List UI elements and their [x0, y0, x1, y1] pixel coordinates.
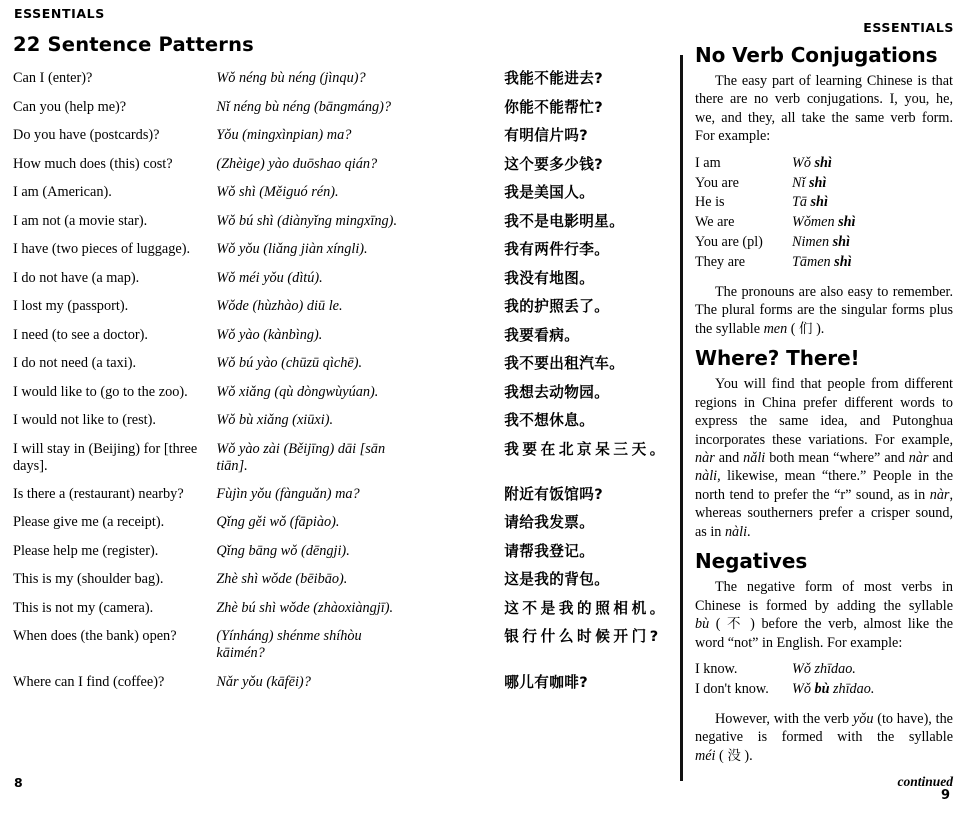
- negatives-text-a: The negative form of most verbs in Chinese is formed by adding the syllable: [695, 579, 953, 614]
- pronoun-row: [695, 214, 953, 234]
- example-english: You are: [695, 174, 739, 191]
- negative-example-row: [695, 661, 953, 681]
- example-english: You are (pl): [695, 234, 763, 251]
- men-han-character: 们: [799, 320, 813, 337]
- phrase-pinyin: Wǒ shì (Měiguó rén).: [216, 184, 339, 200]
- table-row: [13, 674, 668, 703]
- phrase-chinese: 这不是我的照相机。: [504, 599, 668, 617]
- pronoun-row: [695, 175, 953, 195]
- negatives2-text-a: However, with the verb: [715, 710, 853, 727]
- pronoun-row: [695, 155, 953, 175]
- phrase-chinese: 附近有饭馆吗?: [504, 485, 604, 503]
- pronouns-text-b: ).: [816, 320, 825, 337]
- negatives2-text-c: ).: [744, 747, 753, 764]
- section-heading-no-verb-conjugations: No Verb Conjugations: [695, 43, 938, 67]
- table-row: [13, 270, 668, 299]
- phrase-english: Please help me (register).: [13, 542, 159, 559]
- where-mid-4: , likewise, mean “there.” People in the north tend to prefer the “r” sound, as in: [695, 468, 953, 503]
- phrase-pinyin: Wǒ méi yǒu (dìtú).: [216, 269, 323, 286]
- phrase-chinese: 我不想休息。: [504, 412, 595, 429]
- right-page-body: [695, 45, 953, 790]
- example-english: We are: [695, 214, 735, 231]
- example-english: I don't know.: [695, 680, 769, 697]
- phrase-chinese: 我要在北京呆三天。: [504, 440, 668, 458]
- phrase-english: Do you have (postcards)?: [13, 127, 160, 143]
- phrase-chinese: 我想去动物园。: [504, 383, 610, 401]
- example-english: I know.: [695, 661, 738, 678]
- phrase-pinyin: (Yínháng) shénme shíhòu kāimén?: [216, 628, 362, 662]
- where-term-1: nàr: [695, 449, 715, 466]
- phrase-chinese: 我有两件行李。: [504, 241, 610, 258]
- phrase-english: I would not like to (rest).: [13, 412, 156, 428]
- negatives-bu-italic: bù: [695, 616, 710, 633]
- phrase-english: I am not (a movie star).: [13, 212, 148, 229]
- page-title: 22 Sentence Patterns: [13, 33, 254, 56]
- phrase-chinese: 我要看病。: [504, 326, 580, 344]
- where-term-6: nàli: [724, 523, 748, 540]
- negative-example-row: [695, 681, 953, 701]
- section-heading-negatives: Negatives: [695, 549, 808, 574]
- phrase-pinyin: Wǒ néng bù néng (jìnqu)?: [216, 70, 366, 86]
- where-mid-5: , whereas southerners prefer a crisper sound, as in: [695, 486, 953, 540]
- pronouns-men-italic: men: [763, 320, 788, 337]
- where-text-a: You will find that people from different regions in China prefer different words to express the same idea, and Putonghua incorporates these variations. For example,: [695, 376, 953, 448]
- table-row: [13, 99, 668, 128]
- example-pinyin: Tā shì: [792, 194, 828, 211]
- where-there-paragraph: [695, 375, 953, 541]
- phrase-pinyin: Zhè bú shì wǒde (zhàoxiàngjī).: [216, 599, 394, 616]
- phrase-pinyin: Qǐng gěi wǒ (fāpiào).: [216, 514, 340, 531]
- phrase-pinyin: Yǒu (mingxìnpian) ma?: [216, 127, 352, 143]
- bu-han-character: 不: [727, 616, 744, 633]
- folio-left: 8: [14, 775, 23, 790]
- where-mid-3: and: [928, 449, 953, 466]
- phrase-pinyin: Zhè shì wǒde (bēibāo).: [216, 571, 348, 588]
- section-heading-where-there: Where? There!: [695, 346, 860, 371]
- table-row: [13, 384, 668, 413]
- example-pinyin: Wǒ shì: [792, 154, 832, 171]
- pronoun-row: [695, 234, 953, 254]
- phrase-english: I have (two pieces of luggage).: [13, 241, 191, 257]
- where-term-5: nàr: [929, 486, 950, 503]
- phrase-english: I do not need (a taxi).: [13, 355, 137, 371]
- table-row: [13, 441, 668, 486]
- phrase-english: I need (to see a doctor).: [13, 326, 148, 343]
- phrase-english: Is there a (restaurant) nearby?: [13, 485, 184, 502]
- table-row: [13, 241, 668, 270]
- where-mid-2: both mean “where” and: [765, 449, 909, 466]
- phrase-pinyin: Wǒ yào (kànbìng).: [216, 326, 323, 343]
- table-row: [13, 486, 668, 515]
- phrase-pinyin: Nǐ néng bù néng (bāngmáng)?: [216, 98, 392, 115]
- negatives-paragraph-1: The negative form of most verbs in Chinese is formed by adding the syllable bù ( 不 ) before the verb, almost like the word “not” in English. For example:: [695, 579, 954, 651]
- phrase-pinyin: Wǒ bú yào (chūzū qìchē).: [216, 355, 363, 371]
- pronoun-row: [695, 194, 953, 214]
- negatives-paragraph-2: However, with the verb yǒu (to have), the negative is formed with the syllable méi ( 没 ).: [695, 710, 953, 764]
- phrase-chinese: 你能不能帮忙?: [504, 98, 604, 116]
- no-verb-conjugations-paragraph-2: The pronouns are also easy to remember. The plural forms are the singular forms plus the syllable men ( 们 ).: [695, 283, 953, 337]
- phrase-chinese: 请给我发票。: [504, 514, 595, 532]
- negatives-text-b: ) before the verb, almost like the word “not” in English. For example:: [695, 616, 954, 651]
- phrase-english: When does (the bank) open?: [13, 628, 177, 645]
- phrase-english: This is my (shoulder bag).: [13, 571, 164, 588]
- phrase-chinese: 我的护照丢了。: [504, 298, 610, 315]
- phrase-chinese: 我不是电影明星。: [504, 212, 625, 230]
- table-row: [13, 156, 668, 185]
- phrase-pinyin: Wǒ xiǎng (qù dòngwùyúan).: [216, 383, 379, 400]
- phrase-chinese: 我是美国人。: [504, 184, 595, 201]
- running-head-left: ESSENTIALS: [14, 6, 105, 21]
- pronouns-text-a: The pronouns are also easy to remember. The plural forms are the singular forms plus the syllable: [695, 283, 953, 337]
- continued-label: continued: [897, 774, 953, 790]
- negatives-example-table: [695, 661, 953, 701]
- table-row: [13, 184, 668, 213]
- example-pinyin: Wǒ bù zhīdao.: [792, 680, 875, 697]
- phrase-english: Please give me (a receipt).: [13, 514, 165, 531]
- table-row: [13, 514, 668, 543]
- where-mid-1: and: [714, 449, 744, 466]
- phrase-english: I am (American).: [13, 184, 112, 200]
- table-row: [13, 355, 668, 384]
- phrase-chinese: 我没有地图。: [504, 269, 595, 287]
- mei-han-character: 没: [727, 747, 741, 764]
- phrase-chinese: 哪儿有咖啡?: [504, 673, 589, 691]
- table-row: [13, 600, 668, 629]
- phrase-english: Can I (enter)?: [13, 70, 93, 86]
- phrase-english: I lost my (passport).: [13, 298, 129, 314]
- table-row: [13, 412, 668, 441]
- table-row: [13, 628, 668, 673]
- negatives2-text-b: (to have), the negative is formed with the syllable: [695, 710, 953, 746]
- where-term-2: nǎli: [743, 449, 766, 466]
- phrase-pinyin: Qǐng bāng wǒ (dēngji).: [216, 542, 350, 559]
- phrase-pinyin: Nǎr yǒu (kāfēi)?: [216, 673, 311, 690]
- phrase-english: This is not my (camera).: [13, 599, 154, 616]
- phrase-english: I do not have (a map).: [13, 269, 140, 286]
- table-row: [13, 127, 668, 156]
- pronoun-row: [695, 254, 953, 274]
- phrase-chinese: 请帮我登记。: [504, 542, 595, 560]
- phrase-chinese: 这是我的背包。: [504, 571, 610, 589]
- example-pinyin: Tāmen shì: [792, 253, 852, 270]
- pronoun-example-table: [695, 155, 953, 274]
- phrase-pinyin: Fùjìn yǒu (fànguǎn) ma?: [216, 485, 360, 502]
- phrase-chinese: 有明信片吗?: [504, 127, 589, 144]
- example-pinyin: Wǒ zhīdao.: [792, 661, 856, 678]
- negatives-you-italic: yǒu: [852, 710, 874, 727]
- phrase-english: Can you (help me)?: [13, 98, 127, 115]
- phrase-chinese: 银行什么时候开门?: [504, 628, 662, 646]
- table-row: [13, 571, 668, 600]
- phrase-chinese: 这个要多少钱?: [504, 155, 604, 173]
- phrase-chinese: 我不要出租汽车。: [504, 355, 625, 372]
- phrase-pinyin: Wǒ yǒu (liǎng jiàn xíngli).: [216, 241, 368, 257]
- phrase-english: Where can I find (coffee)?: [13, 673, 165, 690]
- where-term-4: nàli: [695, 468, 718, 485]
- table-row: [13, 70, 668, 99]
- phrase-pinyin: Wǒ bú shì (diànyǐng mingxīng).: [216, 212, 398, 229]
- phrase-pinyin: Wǒ yào zài (Běijīng) dāi [sān tiān].: [216, 440, 386, 474]
- running-head-right: ESSENTIALS: [863, 20, 954, 35]
- example-pinyin: Nǐ shì: [792, 174, 827, 191]
- example-english: He is: [695, 194, 725, 211]
- negatives-mei-italic: méi: [695, 747, 716, 764]
- where-term-3: nàr: [908, 449, 929, 466]
- folio-right: 9: [940, 788, 950, 803]
- table-row: [13, 327, 668, 356]
- table-row: [13, 298, 668, 327]
- sentence-patterns-table: [13, 70, 668, 702]
- example-pinyin: Wǒmen shì: [792, 214, 856, 231]
- table-row: [13, 213, 668, 242]
- page-gutter-divider: [680, 55, 683, 781]
- phrase-english: I would like to (go to the zoo).: [13, 383, 188, 400]
- where-mid-6: .: [747, 523, 751, 540]
- phrase-pinyin: (Zhèige) yào duōshao qián?: [216, 155, 378, 172]
- phrase-pinyin: Wǒ bù xiǎng (xiūxi).: [216, 412, 334, 428]
- table-row: [13, 543, 668, 572]
- no-verb-conjugations-paragraph-1: The easy part of learning Chinese is that there are no verb conjugations. I, you, he, we, and they, all take the same verb form. For example:: [695, 73, 953, 145]
- example-english: They are: [695, 253, 746, 270]
- phrase-pinyin: Wǒde (hùzhào) diū le.: [216, 298, 343, 314]
- phrase-english: How much does (this) cost?: [13, 155, 173, 172]
- example-pinyin: Nimen shì: [792, 234, 850, 251]
- right-page: [693, 0, 960, 819]
- phrase-chinese: 我能不能进去?: [504, 70, 604, 87]
- phrase-english: I will stay in (Beijing) for [three days].: [13, 440, 198, 474]
- example-english: I am: [695, 154, 721, 171]
